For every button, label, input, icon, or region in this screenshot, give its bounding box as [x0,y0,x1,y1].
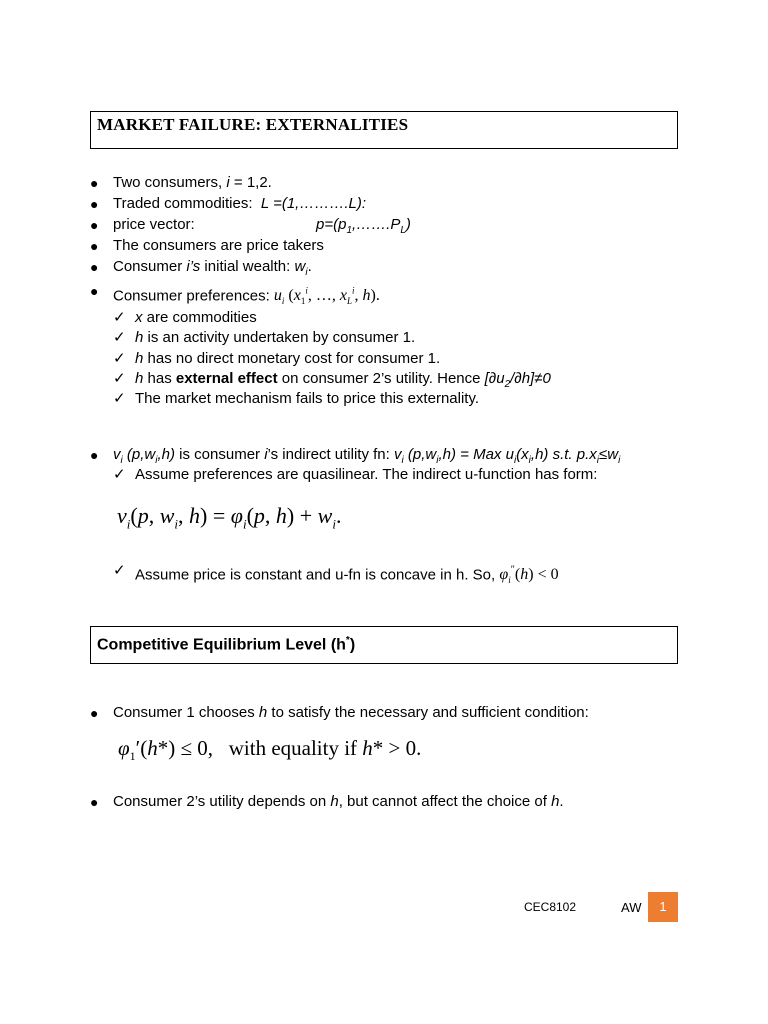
bullet-icon: ● [90,794,99,810]
bullet-text: The consumers are price takers [113,237,324,254]
bullet-icon: ● [90,175,99,191]
bullet-text: Consumer preferences: $u_i$ ($x_1^i$, …, $x_L^i$, h). [113,286,380,307]
check-text: x are commodities [135,309,257,326]
checkmark-icon: ✓ [113,370,126,387]
concave-text: Assume price is constant and u-fn is concave in h. So, [135,566,496,584]
bullet-icon: ● [90,283,99,299]
bullet-text: $v_i$ $(p,w_i,h)$ is consumer i’s indirect utility fn: $v_i$ $(p,w_i,h)$ = Max $u_i(x_i,h)$ s.t. $p.x_i\le w_i$ [113,446,621,466]
title-box [90,111,678,149]
bullet-text: Traded commodities: L =(1,……….L): [113,195,367,212]
bullet-icon: ● [90,447,99,463]
check-text: h has no direct monetary cost for consumer 1. [135,350,441,367]
price-vector-value: $p=(p_1,\dots\dots.P_L)$ [316,216,411,236]
check-text: h has external effect on consumer 2’s utility. Hence $[\partial u_2/\partial h]\ne 0$ [135,370,551,390]
bullet-text: price vector: [113,216,195,233]
course-code: CEC8102 [524,900,577,914]
concave-formula: $\varphi_i''(h) < 0$ [499,565,559,586]
checkmark-icon: ✓ [113,562,126,579]
preference-formula: $u_i$ ($x_1^i$, …, $x_L^i$, h). [273,286,380,307]
bullet-icon: ● [90,196,99,212]
check-text: The market mechanism fails to price this externality. [135,390,480,407]
bullet-text: Consumer 2’s utility depends on h, but cannot affect the choice of h. [113,793,564,810]
bullet-text: Two consumers, i = 1,2. [113,174,272,191]
check-text: Assume preferences are quasilinear. The indirect u-function has form: [135,466,598,483]
checkmark-icon: ✓ [113,329,126,346]
bullet-icon: ● [90,259,99,275]
checkmark-icon: ✓ [113,466,126,483]
check-text [135,562,559,590]
section-title: Competitive Equilibrium Level (h*) [97,635,356,654]
condition-formula: $\varphi_1'(h*) \le 0$, with equality if h* > 0. [118,736,422,764]
indirect-utility-formula: $v_i(p$, $w_i$, $h) = \varphi_i(p$, $h) + w_i$. [117,503,342,532]
page-number: 1 [648,892,678,922]
author-initials: AW [621,900,642,915]
bullet-text: Consumer 1 chooses h to satisfy the necessary and sufficient condition: [113,704,589,721]
checkmark-icon: ✓ [113,390,126,407]
bullet-text: Consumer i’s initial wealth: $w_i$. [113,258,312,278]
section-title-box [90,626,678,664]
bullet-icon: ● [90,705,99,721]
check-text: h is an activity undertaken by consumer 1. [135,329,416,346]
bullet-icon: ● [90,238,99,254]
bullet-icon: ● [90,217,99,233]
checkmark-icon: ✓ [113,309,126,326]
checkmark-icon: ✓ [113,350,126,367]
page-title: MARKET FAILURE: EXTERNALITIES [97,115,409,134]
